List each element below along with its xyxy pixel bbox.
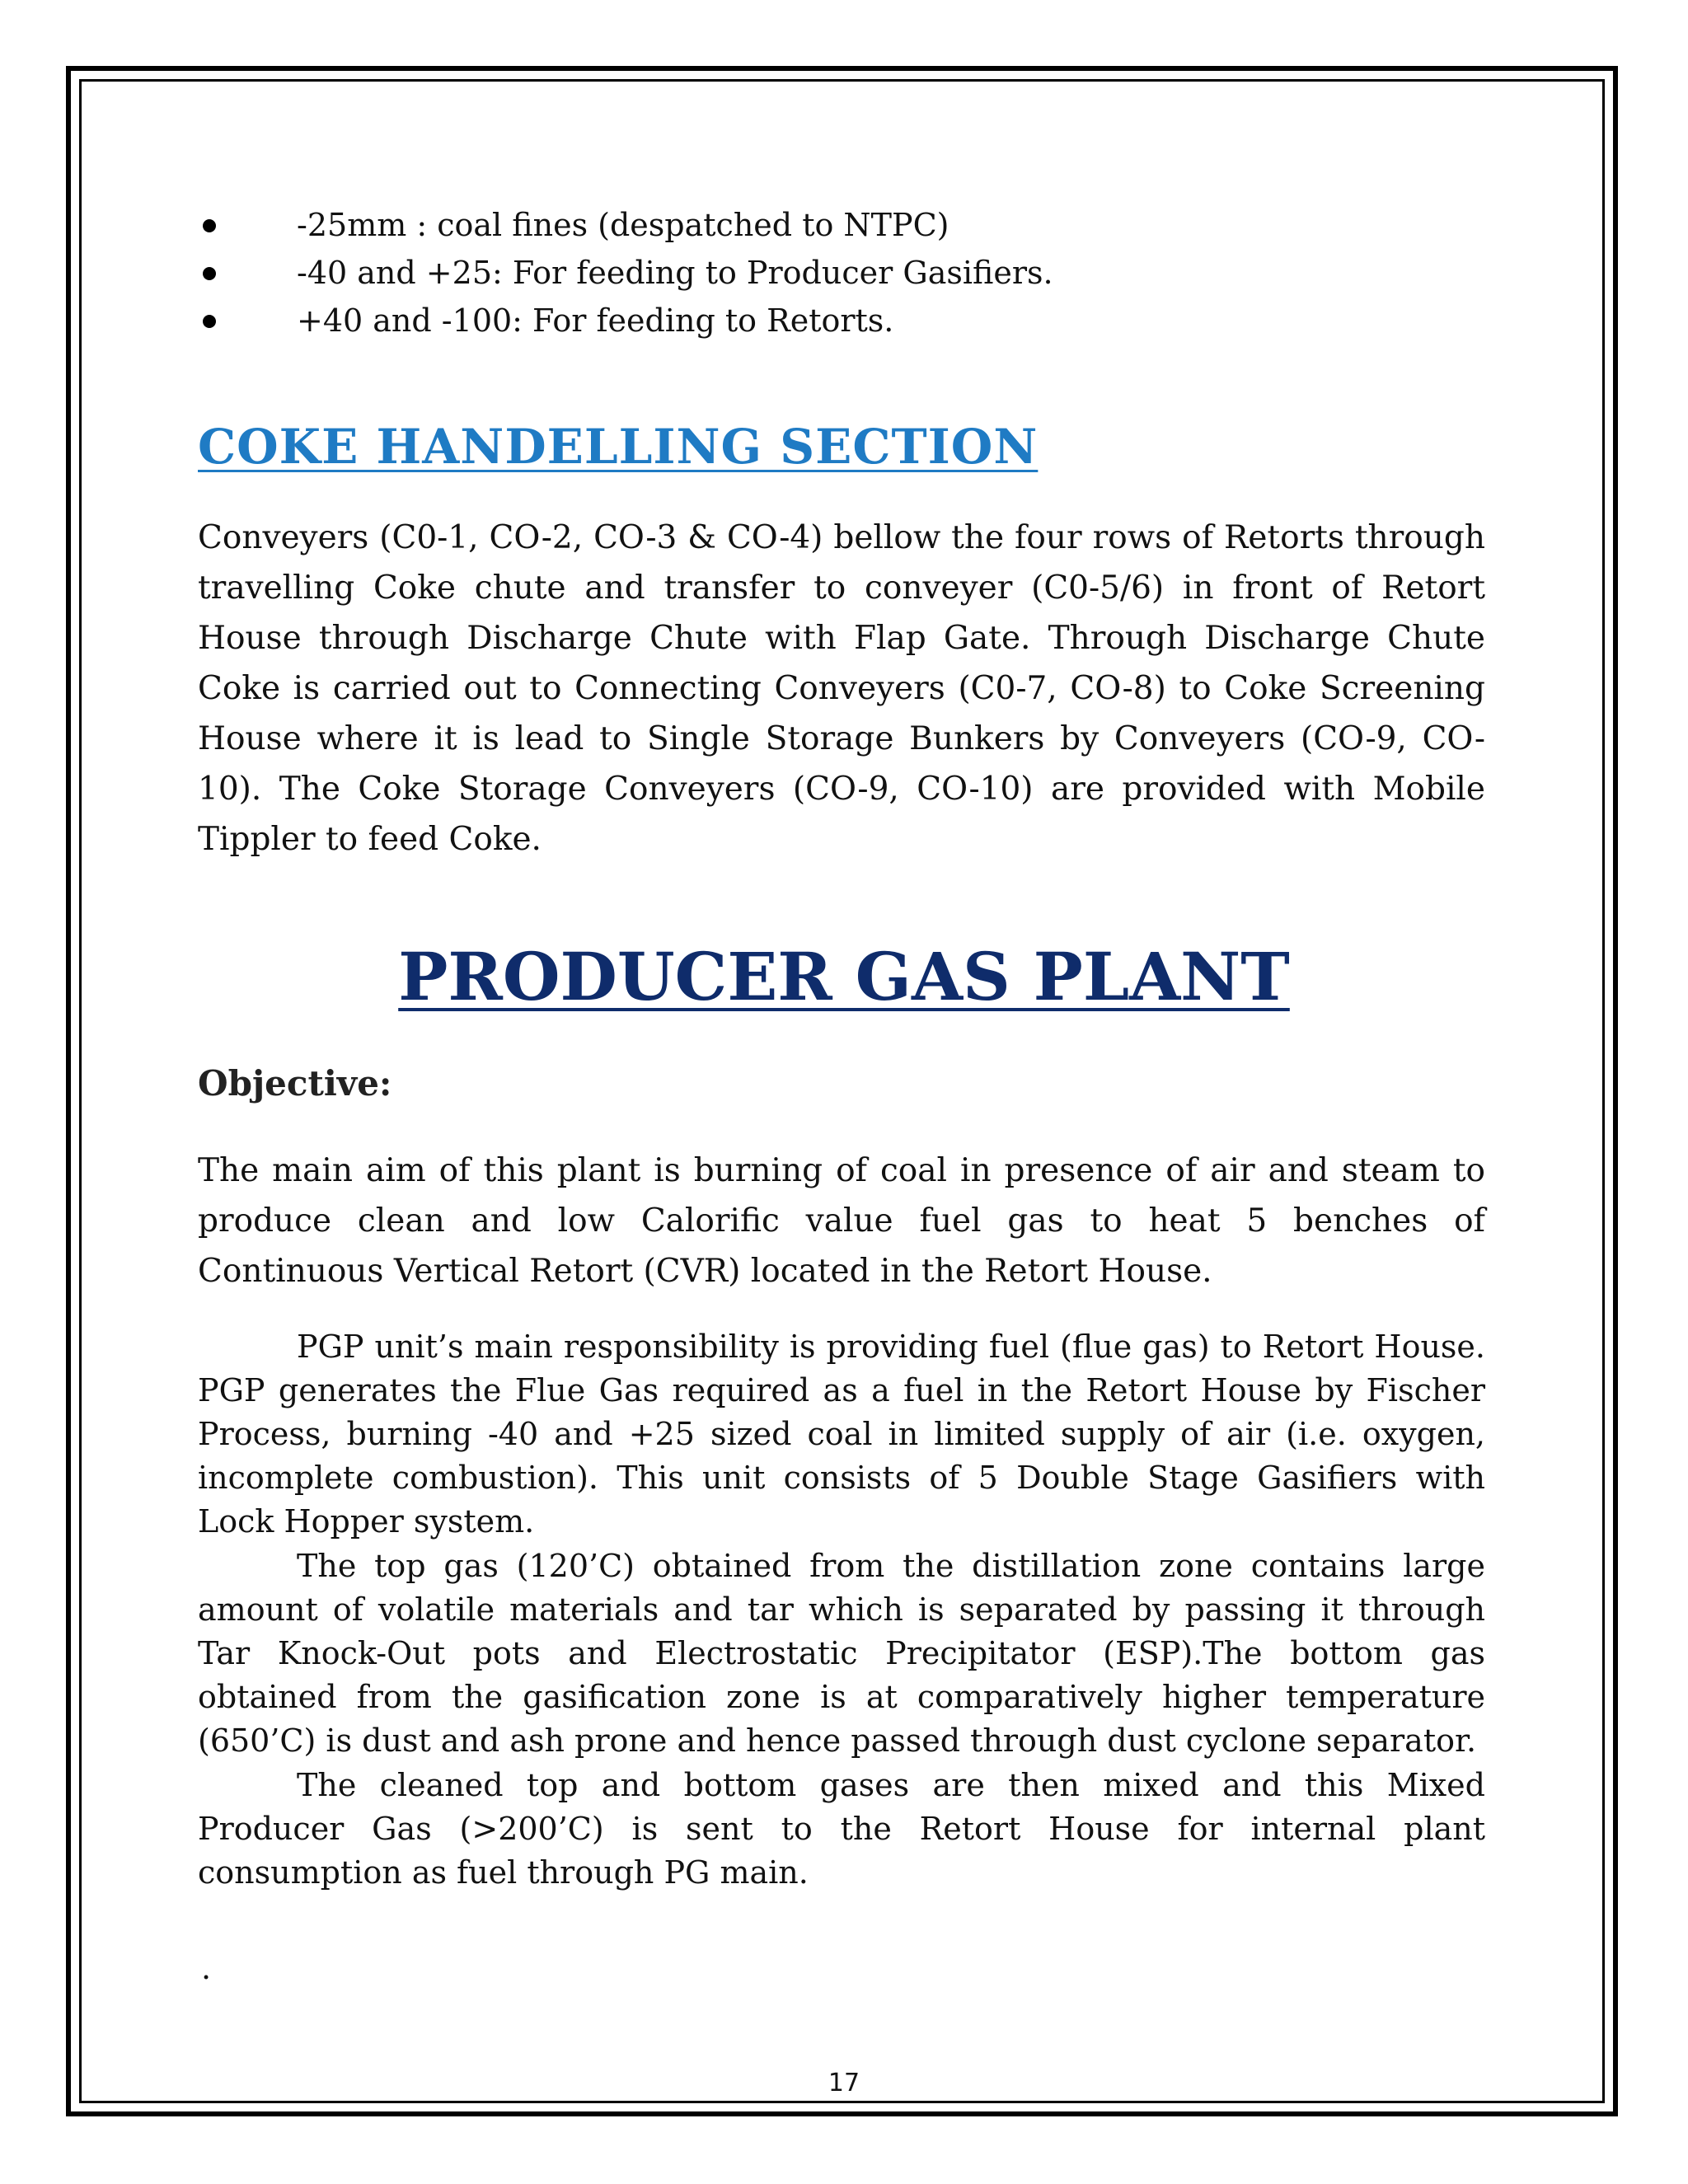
pgp-paragraph-1: PGP unit’s main responsibility is providing fuel (flue gas) to Retort House. PGP generates the Flue Gas required as a fuel in the Retort House by Fischer Process, burning -40 and +25 sized coal in limited supply of air (i.e. oxygen, incomplete combustion). This unit consists of 5 Double Stage Gasifiers with Lock Hopper system.	[198, 1329, 1485, 1540]
bullet-icon	[203, 315, 216, 328]
trailing-mark: .	[201, 1950, 212, 1986]
bullet-icon	[203, 267, 216, 280]
objective-label: Objective:	[198, 1063, 392, 1104]
pgp-paragraph-3: The cleaned top and bottom gases are then mixed and this Mixed Producer Gas (>200’C) is sent to the Retort House for internal plant consumption as fuel through PG main.	[198, 1767, 1485, 1891]
pgp-section-heading	[0, 938, 1688, 1015]
objective-paragraph: The main aim of this plant is burning of coal in presence of air and steam to produce clean and low Calorific value fuel gas to heat 5 benches of Continuous Vertical Retort (CVR) located in the Retort House.	[198, 1152, 1485, 1290]
page-number: 17	[828, 2069, 860, 2097]
bullet-icon	[203, 219, 216, 232]
list-item: -25mm : coal fines (despatched to NTPC)	[198, 201, 1484, 249]
list-item: -40 and +25: For feeding to Producer Gasifiers.	[198, 249, 1484, 297]
list-item: +40 and -100: For feeding to Retorts.	[198, 297, 1484, 344]
coke-section-paragraph: Conveyers (C0-1, CO-2, CO-3 & CO-4) bellow the four rows of Retorts through travelling Coke chute and transfer to conveyer (C0-5/6) in front of Retort House through Discharge Chute with Flap Gate. Through Discharge Chute Coke is carried out to Connecting Conveyers (C0-7, CO-8) to Coke Screening House where it is lead to Single Storage Bunkers by Conveyers (CO-9, CO-10). The Coke Storage Conveyers (CO-9, CO-10) are provided with Mobile Tippler to feed Coke.	[198, 519, 1485, 858]
pgp-heading-text: PRODUCER GAS PLANT	[398, 938, 1290, 1015]
coke-section-heading: COKE HANDELLING SECTION	[198, 419, 1039, 475]
size-fractions-list	[198, 201, 1484, 344]
pgp-paragraph-2: The top gas (120’C) obtained from the distillation zone contains large amount of volatile materials and tar which is separated by passing it through Tar Knock-Out pots and Electrostatic Precipitator (ESP).The bottom gas obtained from the gasification zone is at comparatively higher temperature (650’C) is dust and ash prone and hence passed through dust cyclone separator.	[198, 1548, 1485, 1759]
